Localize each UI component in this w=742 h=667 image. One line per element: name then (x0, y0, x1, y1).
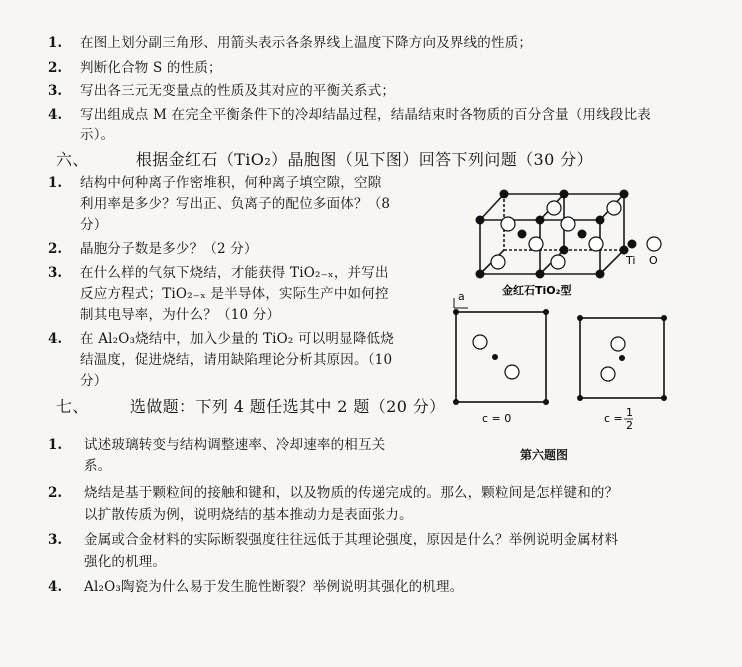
item-number: 4. (48, 579, 63, 595)
question-text: 在图上划分副三角形、用箭头表示各条界线上温度下降方向及界线的性质； (80, 35, 533, 51)
question-text: 系。 (84, 458, 112, 474)
question-text: 分） (80, 217, 108, 233)
item-number: 2. (48, 485, 63, 501)
projection-c0-label: c = 0 (482, 412, 512, 425)
axis-marker (454, 290, 468, 308)
o-atoms (491, 201, 621, 269)
fraction-denominator: 2 (626, 419, 633, 432)
question-text: 金属或合金材料的实际断裂强度往往远低于其理论强度，原因是什么？举例说明金属材料 (84, 532, 619, 548)
figure-legend (625, 237, 661, 267)
section-title: 根据金红石（TiO₂）晶胞图（见下图）回答下列问题（30 分） (135, 150, 593, 169)
question-text: 晶胞分子数是多少？（2 分） (80, 241, 258, 257)
projection-c0 (453, 309, 549, 425)
question-text: 结构中何种离子作密堆积，何种离子填空隙，空隙 (80, 175, 382, 191)
cell-caption: 金红石TiO₂型 (502, 284, 572, 297)
question-text: 反应方程式；TiO₂₋ₓ 是半导体，实际生产中如何控 (80, 286, 389, 302)
question-text: 在什么样的气氛下烧结，才能获得 TiO₂₋ₓ，并写出 (80, 265, 389, 281)
item-number: 2. (48, 60, 63, 76)
question-text: 利用率是多少？写出正、负离子的配位多面体？（8 (80, 196, 391, 212)
question-text: 强化的机理。 (84, 554, 167, 570)
legend-o-label: O (649, 254, 658, 267)
question-text-continued: 示）。 (80, 127, 115, 143)
question-text: 在 Al₂O₃烧结中，加入少量的 TiO₂ 可以明显降低烧 (80, 331, 394, 347)
item-number: 4. (48, 331, 63, 347)
question-text: 制其电导率，为什么？（10 分） (80, 307, 281, 323)
item-number: 1. (48, 175, 63, 191)
projection-c-half-prefix: c = (604, 412, 623, 425)
question-text: 结温度，促进烧结，请用缺陷理论分析其原因。（10 (80, 352, 393, 368)
question-text: 写出组成点 M 在完全平衡条件下的冷却结晶过程，结晶结束时各物质的百分含量（用线段比表 (80, 107, 652, 123)
figure-caption: 第六题图 (520, 448, 569, 462)
item-number: 3. (48, 83, 63, 99)
section-heading (56, 150, 593, 170)
projection-c-half (577, 315, 667, 432)
fraction-numerator: 1 (626, 406, 633, 419)
section-label: 七、 (56, 397, 89, 416)
item-number: 3. (48, 265, 63, 281)
section-title: 选做题：下列 4 题任选其中 2 题（20 分） (129, 397, 446, 416)
item-number: 2. (48, 241, 63, 257)
question-text: 试述玻璃转变与结构调整速率、冷却速率的相互关 (84, 437, 386, 453)
section-label: 六、 (56, 150, 89, 169)
item-number: 1. (48, 35, 63, 51)
question-text: 分） (80, 373, 108, 389)
item-number: 3. (48, 532, 63, 548)
question-text: 烧结是基于颗粒间的接触和键和，以及物质的传递完成的。那么，颗粒间是怎样键和的？ (84, 485, 619, 501)
legend-ti-label: Ti (626, 254, 636, 267)
axis-label-a: a (458, 290, 465, 303)
question-text: 以扩散传质为例，说明烧结的基本推动力是表面张力。 (84, 507, 413, 523)
rutile-figure (440, 182, 680, 452)
question-text: Al₂O₃陶瓷为什么易于发生脆性断裂？举例说明其强化的机理。 (84, 579, 464, 595)
item-number: 4. (48, 107, 63, 123)
section-heading (56, 397, 446, 417)
question-text: 判断化合物 S 的性质； (80, 60, 222, 76)
question-text: 写出各三元无变量点的性质及其对应的平衡关系式； (80, 83, 396, 99)
item-number: 1. (48, 437, 63, 453)
